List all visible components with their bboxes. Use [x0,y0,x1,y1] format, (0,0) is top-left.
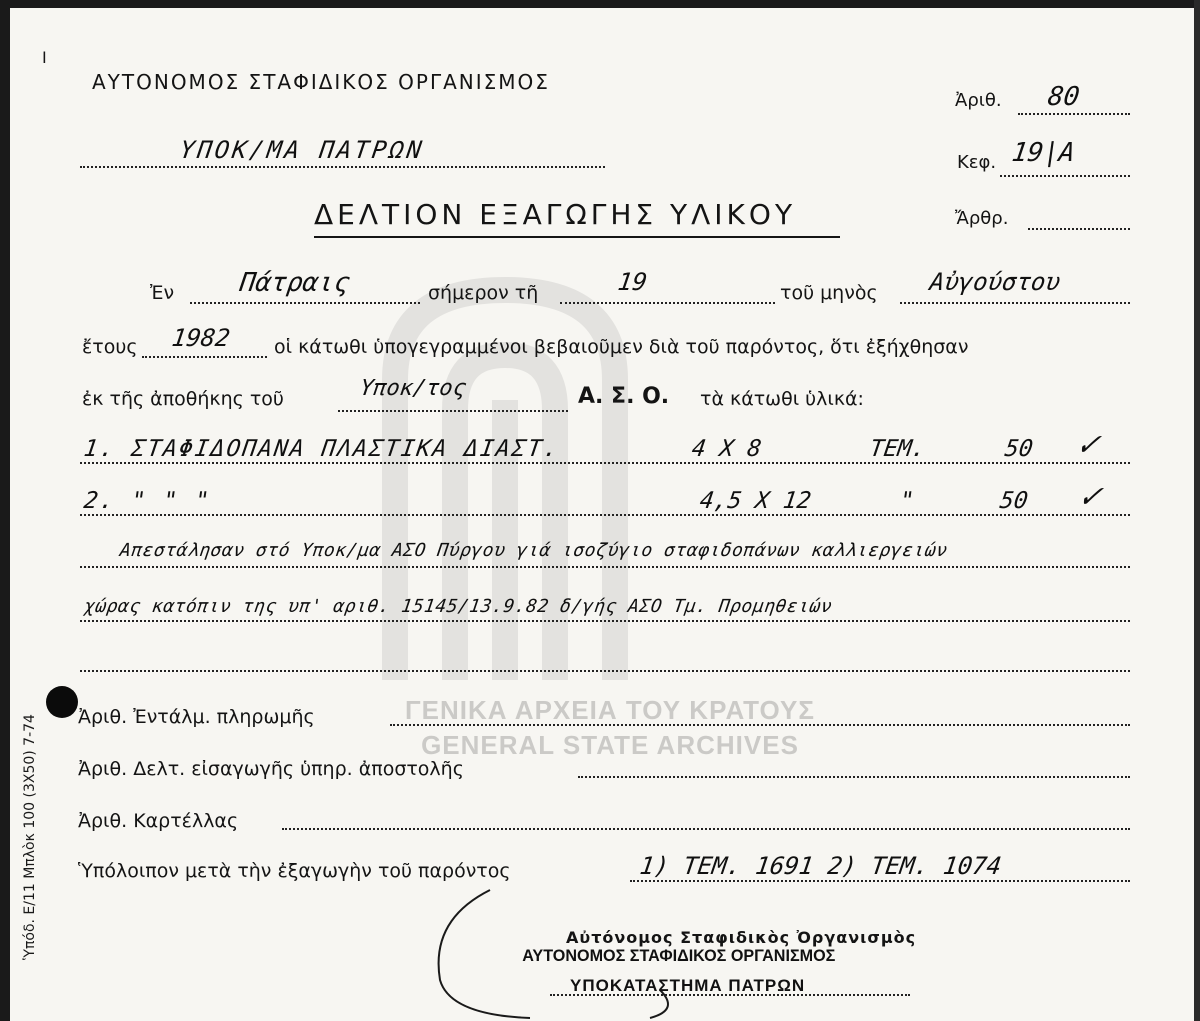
year-value: 1982 [170,324,232,352]
stray-mark: Ι [42,48,47,67]
archive-watermark [320,695,900,761]
ypoloipon-label: Ὑπόλοιπον μετὰ τὴν ἐξαγωγὴν τοῦ παρόντος [78,860,511,882]
document-title: ΔΕΛΤΙΟΝ ΕΞΑΓΩΓΗΣ ΥΛΙΚΟΥ [314,198,797,231]
stamp-line-2: ΥΠΟΚΑΤΑΣΤΗΜΑ ΠΑΤΡΩΝ [570,976,806,995]
simeron-label: σήμερον τῆ [428,282,539,304]
etous-label: ἔτους [82,336,138,358]
month-value: Αὐγούστου [928,268,1063,296]
item-2-qty: 50 [998,488,1030,514]
day-line [560,302,775,304]
branch-name: ΥΠΟΚ/ΜΑ ΠΑΤΡΩΝ [178,136,427,164]
scan-top-edge [0,0,1200,8]
note-line-2: χώρας κατόπιν της υπ' αριθ. 15145/13.9.82 δ/γής ΑΣΟ Τμ. Προμηθειών [82,596,834,617]
en-label: Ἐν [150,282,175,304]
watermark-line-1: ΓΕΝΙΚΑ ΑΡΧΕΙΑ ΤΟΥ ΚΡΑΤΟΥΣ [405,695,815,725]
item-1-check: ✓ [1075,424,1102,464]
stamp-print-line: Αὐτόνομος Σταφιδικὸς Ὀργανισμὸς [566,928,917,947]
title-underline [314,236,840,238]
note-rule-2 [80,620,1130,622]
delt-label: Ἀριθ. Δελτ. εἰσαγωγῆς ὑπηρ. ἀποστολῆς [78,758,464,780]
ypoloipon-line [630,880,1130,882]
kef-label: Κεφ. [957,152,997,173]
kef-line [1000,175,1130,177]
item-2-check: ✓ [1077,476,1104,516]
city-line [190,302,420,304]
punch-hole [46,686,78,718]
item-2-unit: " [898,488,916,514]
watermark-line-2: GENERAL STATE ARCHIVES [421,730,799,760]
arith-label: Ἀριθ. [955,90,1002,111]
year-line [142,356,267,358]
warehouse-label: ἐκ τῆς ἀποθήκης τοῦ [82,388,284,410]
arith-line [1018,113,1130,115]
month-label: τοῦ μηνὸς [780,282,878,304]
stamp-line-1: ΑΥΤΟΝΟΜΟΣ ΣΤΑΦΙΔΙΚΟΣ ΟΡΓΑΝΙΣΜΟΣ [522,946,836,965]
note-line-1: Απεστάλησαν στό Υποκ/μα ΑΣΟ Πύργου γιά ισοζύγιο σταφιδοπάνων καλλιεργειών [118,540,950,561]
branch-line [80,166,605,168]
ypoloipon-value: 1) ΤΕΜ. 1691 2) ΤΕΜ. 1074 [638,852,1004,880]
item-2-line: 2. " " " [82,488,213,514]
note-rule-3 [80,670,1130,672]
stamp-underline [550,994,910,996]
item-1-dims: 4 Χ 8 [690,436,764,462]
month-line [900,302,1130,304]
warehouse-value: Υποκ/τος [358,376,468,401]
item-1-unit: ΤΕΜ. [868,436,928,462]
arith-value: 80 [1045,82,1082,112]
archive-logo-watermark [355,260,655,680]
arthr-label: Ἄρθρ. [955,208,1009,229]
item-1-rule [80,462,1130,464]
kartella-label: Ἀριθ. Καρτέλλας [78,810,239,832]
warehouse-line [338,410,568,412]
item-1-line: 1. ΣΤΑΦΙΔΟΠΑΝΑ ΠΛΑΣΤΙΚΑ ΔΙΑΣΤ. [82,436,562,462]
item-2-rule [80,514,1130,516]
scan-right-edge [1194,0,1200,1021]
city-value: Πάτραις [237,268,352,298]
aso-label: Α. Σ. Ο. [578,384,670,409]
kef-value: 19|Α [1009,138,1077,168]
scan-left-edge [0,0,10,1021]
item-1-qty: 50 [1003,436,1035,462]
entalm-label: Ἀριθ. Ἐντάλμ. πληρωμῆς [78,706,315,728]
note-rule-1 [80,566,1130,568]
certify-text: οἱ κάτωθι ὑπογεγραμμένοι βεβαιοῦμεν διὰ τοῦ παρόντος, ὅτι ἐξήχθησαν [274,336,969,358]
materials-label: τὰ κάτωθι ὑλικά: [700,388,864,410]
arthr-line [1028,228,1130,230]
delt-line [578,776,1130,778]
form-code-vertical: Ὑπόδ. Ε/11 Μπλὸκ 100 (3Χ50) 7-74 [22,714,38,960]
day-value: 19 [616,268,649,296]
item-2-dims: 4,5 Χ 12 [698,488,813,514]
organization-name: ΑΥΤΟΝΟΜΟΣ ΣΤΑΦΙΔΙΚΟΣ ΟΡΓΑΝΙΣΜΟΣ [92,70,550,94]
kartella-line [282,828,1130,830]
